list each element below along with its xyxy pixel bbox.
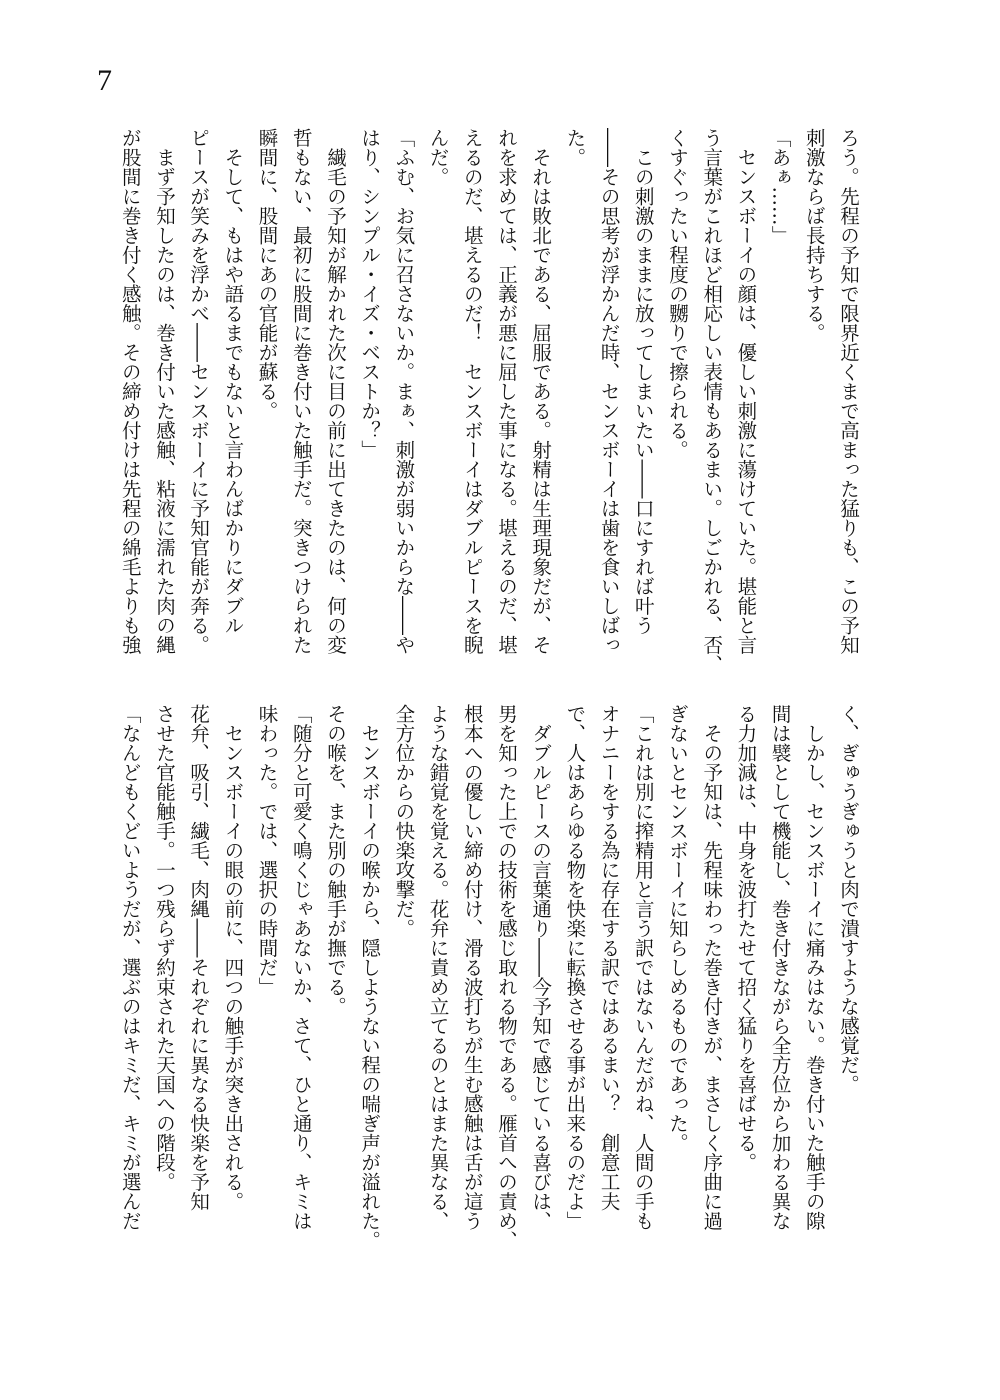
text-line: 花弁、吸引、繊毛、肉縄――それぞれに異なる快楽を予知 <box>187 704 211 1211</box>
text-line: それは敗北である、屈服である。射精は生理現象だが、そ <box>529 128 553 655</box>
text-block-lower <box>113 704 865 1284</box>
text-line: 「随分と可愛く鳴くじゃあないか、さて、ひと通り、キミは <box>289 704 313 1231</box>
text-block-upper <box>113 128 865 696</box>
text-line: ダブルピースの言葉通り――今予知で感じている喜びは、 <box>529 704 553 1231</box>
text-line: 瞬間に、股間にあの官能が蘇る。 <box>255 128 279 421</box>
text-line: 間は襞として機能し、巻き付きながら全方位から加わる異な <box>768 704 792 1231</box>
text-line: う言葉がこれほど相応しい表情もあるまい。しごかれる、否、 <box>700 128 724 674</box>
text-line: させた官能触手。一つ残らず約束された天国への階段。 <box>152 704 176 1192</box>
text-line: が股間に巻き付く感触。その締め付けは先程の綿毛よりも強 <box>118 128 142 655</box>
text-line: 「ふむ、お気に召さないか。まぁ、刺激が弱いからな――や <box>392 128 416 655</box>
text-line: んだ。 <box>426 128 450 187</box>
text-line: く、ぎゅうぎゅうと肉で潰すような感覚だ。 <box>837 704 860 1094</box>
text-line: ぎないとセンスボーイに知らしめるものであった。 <box>665 704 689 1153</box>
text-line: センスボーイの顔は、優しい刺激に蕩けていた。堪能と言 <box>734 128 758 655</box>
text-line: 「これは別に搾精用と言う訳ではないんだがね、人間の手も <box>631 704 655 1231</box>
text-line: 全方位からの快楽攻撃だ。 <box>392 704 416 938</box>
text-line: えるのだ、堪えるのだ！ センスボーイはダブルピースを睨 <box>460 128 484 655</box>
text-line: 繊毛の予知が解かれた次に目の前に出てきたのは、何の変 <box>323 128 347 655</box>
page-number: 7 <box>97 64 112 97</box>
text-line: はり、シンプル・イズ・ベストか？」 <box>358 128 382 460</box>
text-line: くすぐったい程度の嬲りで擦られる。 <box>665 128 689 460</box>
text-line: その喉を、また別の触手が撫でる。 <box>323 704 347 1016</box>
text-line: しかし、センスボーイに痛みはない。巻き付いた触手の隙 <box>802 704 826 1231</box>
text-line: た。 <box>563 128 587 167</box>
text-line: 味わった。では、選択の時間だ」 <box>255 704 279 997</box>
text-line: まず予知したのは、巻き付いた感触、粘液に濡れた肉の縄 <box>152 128 176 655</box>
text-line: センスボーイの喉から、隠しようない程の喘ぎ声が溢れた。 <box>358 704 382 1250</box>
text-line: ピースが笑みを浮かべ――センスボーイに予知官能が奔る。 <box>187 128 211 655</box>
text-line: 根本への優しい締め付け、滑る波打ちが生む感触は舌が這う <box>460 704 484 1231</box>
text-line: 「なんどもくどいようだが、選ぶのはキミだ、キミが選んだ <box>118 704 142 1231</box>
text-line: ろう。先程の予知で限界近くまで高まった猛りも、この予知 <box>837 128 860 655</box>
text-line: ような錯覚を覚える。花弁に責め立てるのとはまた異なる、 <box>426 704 450 1231</box>
text-line: 刺激ならば長持ちする。 <box>802 128 826 343</box>
text-line: センスボーイの眼の前に、四つの触手が突き出される。 <box>221 704 245 1211</box>
text-line: その予知は、先程味わった巻き付きが、まさしく序曲に過 <box>700 704 724 1231</box>
text-line: 「あぁ……」 <box>768 128 792 245</box>
text-line: で、人はあらゆる物を快楽に転換させる事が出来るのだよ」 <box>563 704 587 1231</box>
text-line: れを求めては、正義が悪に屈した事になる。堪えるのだ、堪 <box>494 128 518 655</box>
text-line: 男を知った上での技術を感じ取れる物である。雁首への責め、 <box>494 704 518 1250</box>
text-line: この刺激のままに放ってしまいたい――口にすれば叶う <box>631 128 655 635</box>
text-line: 哲もない、最初に股間に巻き付いた触手だ。突きつけられた <box>289 128 313 655</box>
text-line: ――その思考が浮かんだ時、センスボーイは歯を食いしばっ <box>597 128 621 655</box>
text-line: る力加減は、中身を波打たせて招く猛りを喜ばせる。 <box>734 704 758 1172</box>
text-line: オナニーをする為に存在する訳ではあるまい？ 創意工夫 <box>597 704 621 1211</box>
text-line: そして、もはや語るまでもないと言わんばかりにダブル <box>221 128 245 635</box>
